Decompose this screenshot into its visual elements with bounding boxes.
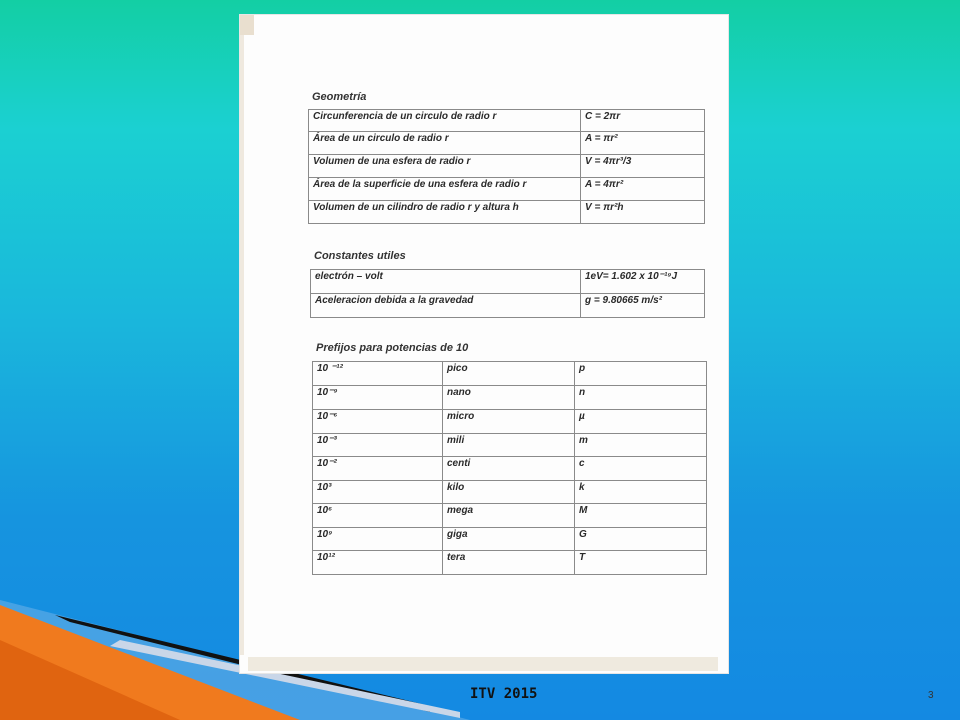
table-row <box>313 362 707 386</box>
prefix-name: micro <box>443 410 575 434</box>
prefix-symbol: G <box>575 528 707 551</box>
constant-name: electrón – volt <box>311 270 581 294</box>
table-row <box>313 481 707 504</box>
power-of-ten: 10 ⁻¹² <box>313 362 443 386</box>
paper-bottom-edge <box>248 657 718 671</box>
formula-value: V = πr²h <box>581 201 705 224</box>
footer-label: ITV 2015 <box>470 686 538 702</box>
table-row <box>309 155 705 178</box>
prefix-symbol: p <box>575 362 707 386</box>
formula-name: Volumen de una esfera de radio r <box>309 155 581 178</box>
section-title-constantes: Constantes utiles <box>314 250 406 262</box>
prefix-symbol: n <box>575 386 707 410</box>
table-row <box>309 132 705 155</box>
prefixes-table <box>312 361 707 575</box>
table-row <box>309 201 705 224</box>
prefix-name: tera <box>443 551 575 575</box>
prefix-name: pico <box>443 362 575 386</box>
table-row <box>313 457 707 481</box>
prefix-symbol: µ <box>575 410 707 434</box>
geometry-table <box>308 109 705 224</box>
prefix-symbol: m <box>575 434 707 457</box>
prefix-symbol: T <box>575 551 707 575</box>
power-of-ten: 10⁻³ <box>313 434 443 457</box>
prefix-name: mili <box>443 434 575 457</box>
scanned-document <box>240 15 728 673</box>
table-row <box>309 178 705 201</box>
table-row <box>313 528 707 551</box>
formula-name: Volumen de un cilindro de radio r y altura h <box>309 201 581 224</box>
table-row <box>313 386 707 410</box>
prefix-name: nano <box>443 386 575 410</box>
power-of-ten: 10⁻⁹ <box>313 386 443 410</box>
table-row <box>313 410 707 434</box>
table-row <box>309 110 705 132</box>
formula-value: A = 4πr² <box>581 178 705 201</box>
prefix-symbol: k <box>575 481 707 504</box>
power-of-ten: 10⁶ <box>313 504 443 528</box>
prefix-name: centi <box>443 457 575 481</box>
table-row <box>313 551 707 575</box>
constant-value: 1eV= 1.602 x 10⁻¹⁹J <box>581 270 705 294</box>
constant-name: Aceleracion debida a la gravedad <box>311 294 581 318</box>
power-of-ten: 10³ <box>313 481 443 504</box>
page-number: 3 <box>928 690 934 701</box>
table-row <box>313 434 707 457</box>
formula-value: A = πr² <box>581 132 705 155</box>
table-row <box>311 294 705 318</box>
prefix-name: kilo <box>443 481 575 504</box>
prefix-symbol: M <box>575 504 707 528</box>
paper-corner <box>240 15 254 35</box>
formula-name: Circunferencia de un circulo de radio r <box>309 110 581 132</box>
section-title-geometria: Geometría <box>312 91 367 103</box>
formula-name: Área de un circulo de radio r <box>309 132 581 155</box>
power-of-ten: 10⁻⁶ <box>313 410 443 434</box>
constant-value: g = 9.80665 m/s² <box>581 294 705 318</box>
prefix-symbol: c <box>575 457 707 481</box>
prefix-name: mega <box>443 504 575 528</box>
formula-value: V = 4πr³/3 <box>581 155 705 178</box>
formula-value: C = 2πr <box>581 110 705 132</box>
formula-name: Área de la superficie de una esfera de radio r <box>309 178 581 201</box>
power-of-ten: 10¹² <box>313 551 443 575</box>
section-title-prefijos: Prefijos para potencias de 10 <box>316 342 469 354</box>
power-of-ten: 10⁹ <box>313 528 443 551</box>
paper-edge <box>240 35 244 655</box>
constants-table <box>310 269 705 318</box>
table-row <box>311 270 705 294</box>
table-row <box>313 504 707 528</box>
prefix-name: giga <box>443 528 575 551</box>
power-of-ten: 10⁻² <box>313 457 443 481</box>
